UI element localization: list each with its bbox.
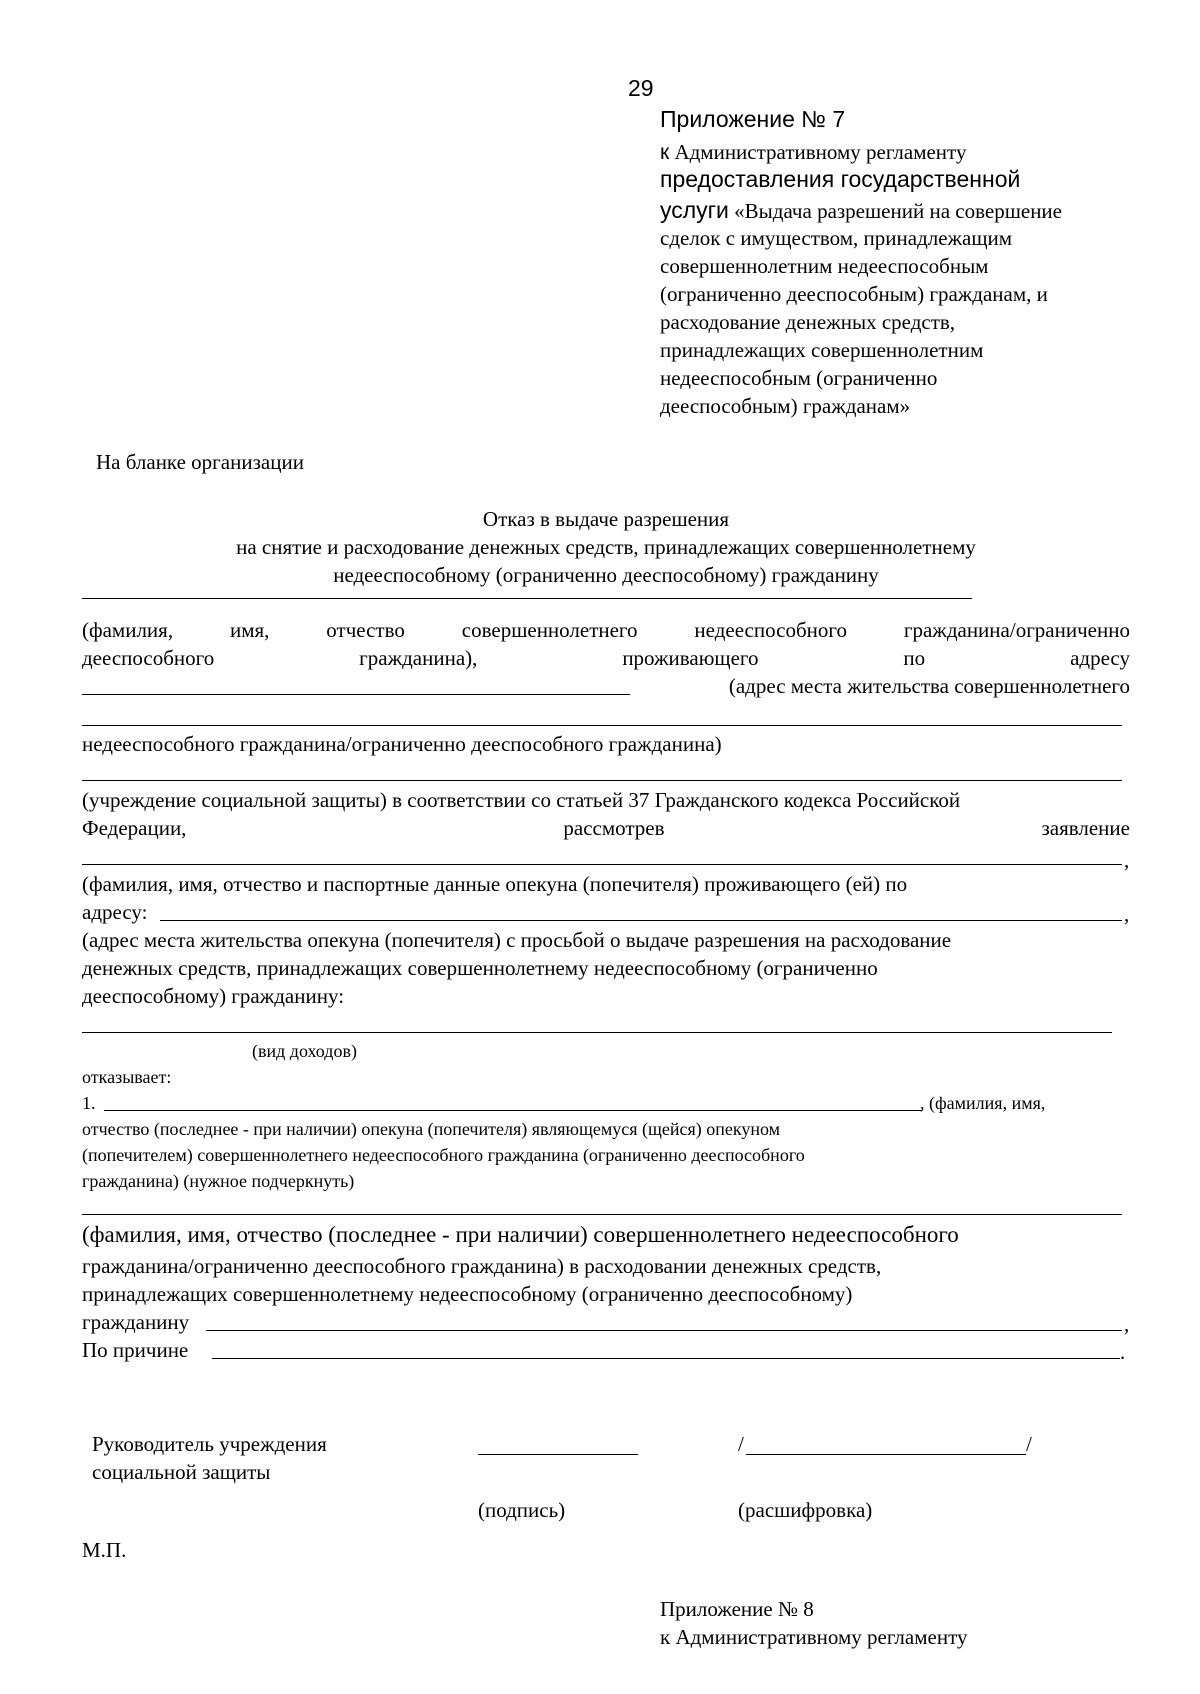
para6-line4: гражданину bbox=[82, 1310, 190, 1334]
comma: , bbox=[1124, 848, 1130, 872]
para5-line2: (попечителем) совершеннолетнего недееспособного гражданина (ограниченно дееспособного bbox=[82, 1145, 805, 1165]
comma: , bbox=[1124, 1312, 1130, 1336]
appendix-7-line3 bbox=[660, 196, 1062, 225]
decode-label: (расшифровка) bbox=[738, 1498, 873, 1522]
para3-line2: адресу: bbox=[82, 900, 148, 924]
appendix-7-body-line: недееспособным (ограниченно bbox=[660, 366, 938, 390]
slash-left: / bbox=[738, 1432, 744, 1456]
para1-line4: недееспособного гражданина/ограниченно дееспособного гражданина) bbox=[82, 732, 722, 756]
appendix-8-line1: к Административному регламенту bbox=[660, 1625, 968, 1649]
appendix-8-title: Приложение № 8 bbox=[660, 1597, 814, 1621]
word: (фамилия, bbox=[82, 618, 174, 642]
word: гражданина/ограниченно bbox=[903, 618, 1130, 642]
para5-line1: отчество (последнее - при наличии) опекуна (попечителя) являющемуся (щейся) опекуном bbox=[82, 1119, 781, 1139]
blank-line-application bbox=[82, 864, 1122, 865]
para5-line3: гражданина) (нужное подчеркнуть) bbox=[82, 1171, 355, 1191]
para6-line3: принадлежащих совершеннолетнему недееспособному (ограниченно дееспособному) bbox=[82, 1282, 853, 1306]
blank-line-address-2 bbox=[82, 725, 1122, 726]
word: отчество bbox=[326, 618, 405, 642]
appendix-7-line3-prefix: услуги bbox=[660, 197, 729, 223]
blank-line-item1 bbox=[104, 1110, 922, 1111]
signature-label: (подпись) bbox=[478, 1498, 566, 1522]
refuses-label: отказывает: bbox=[82, 1067, 172, 1087]
head-title-line2: социальной защиты bbox=[92, 1460, 271, 1484]
decode-line bbox=[746, 1454, 1026, 1455]
appendix-7-body-line: расходование денежных средств, bbox=[660, 310, 956, 334]
blank-line-address bbox=[82, 694, 630, 695]
appendix-7-body-line: дееспособным) гражданам» bbox=[660, 394, 911, 418]
word: заявление bbox=[1041, 816, 1130, 840]
para6-line2: гражданина/ограниченно дееспособного гражданина) в расходовании денежных средств, bbox=[82, 1254, 882, 1278]
para1-line1 bbox=[82, 616, 1130, 644]
appendix-7-line2: предоставления государственной bbox=[660, 166, 1021, 192]
item1-tail: , (фамилия, имя, bbox=[920, 1093, 1046, 1113]
reason-label: По причине bbox=[82, 1338, 189, 1362]
para4-line3: дееспособному) гражданину: bbox=[82, 984, 345, 1008]
comma: , bbox=[1124, 902, 1130, 926]
appendix-7-line1-rest: Административному регламенту bbox=[669, 140, 967, 164]
appendix-7-title: Приложение № 7 bbox=[660, 106, 846, 132]
document-title bbox=[82, 505, 1130, 589]
word: совершеннолетнего bbox=[461, 618, 638, 642]
appendix-7-line1 bbox=[660, 138, 966, 167]
blank-line-ward-name bbox=[82, 1214, 1122, 1215]
document-title-line3: недееспособному (ограниченно дееспособному) гражданину bbox=[333, 563, 879, 587]
word: имя, bbox=[229, 618, 270, 642]
para2-line2 bbox=[82, 814, 1130, 842]
blank-line-guardian-address bbox=[160, 920, 1122, 921]
page-number: 29 bbox=[628, 75, 654, 101]
word: адресу bbox=[1070, 646, 1130, 670]
blank-line-institution bbox=[82, 780, 1122, 781]
appendix-7-line1-prefix: к bbox=[660, 141, 670, 164]
para1-line3: (адрес места жительства совершеннолетнего bbox=[728, 674, 1130, 698]
para3-line1: (фамилия, имя, отчество и паспортные данные опекуна (попечителя) проживающего (ей) по bbox=[82, 872, 908, 896]
word: гражданина), bbox=[359, 646, 478, 670]
document-title-line2: на снятие и расходование денежных средств, принадлежащих совершеннолетнему bbox=[236, 535, 976, 559]
word: недееспособного bbox=[694, 618, 847, 642]
para2-line1: (учреждение социальной защиты) в соответствии со статьей 37 Гражданского кодекса Российской bbox=[82, 788, 961, 812]
income-type-label: (вид доходов) bbox=[252, 1041, 357, 1061]
blank-line-reason bbox=[212, 1358, 1120, 1359]
appendix-7-body-line: совершеннолетним недееспособным bbox=[660, 254, 989, 278]
period: . bbox=[1120, 1340, 1126, 1364]
para4-line1: (адрес места жительства опекуна (попечителя) с просьбой о выдаче разрешения на расходование bbox=[82, 928, 952, 952]
slash-right: / bbox=[1026, 1432, 1032, 1456]
para6-line1: (фамилия, имя, отчество (последнее - при наличии) совершеннолетнего недееспособного bbox=[82, 1222, 959, 1247]
para4-line2: денежных средств, принадлежащих совершеннолетнему недееспособному (ограниченно bbox=[82, 956, 878, 980]
word: по bbox=[903, 646, 926, 670]
appendix-7-body bbox=[660, 224, 1048, 420]
appendix-7-body-line: принадлежащих совершеннолетним bbox=[660, 338, 984, 362]
org-blank-label: На бланке организации bbox=[96, 450, 304, 474]
para1-line2 bbox=[82, 644, 1130, 672]
appendix-7-body-line: (ограниченно дееспособным) гражданам, и bbox=[660, 282, 1048, 306]
document-title-line1: Отказ в выдаче разрешения bbox=[482, 507, 730, 531]
blank-line-ward bbox=[206, 1330, 1122, 1331]
appendix-7-line3-rest: «Выдача разрешений на совершение bbox=[728, 199, 1062, 223]
word: Федерации, bbox=[82, 816, 187, 840]
stamp-label: М.П. bbox=[82, 1538, 127, 1562]
blank-line-income bbox=[82, 1032, 1112, 1033]
blank-line-guardian-name bbox=[82, 598, 972, 599]
signature-line bbox=[478, 1454, 638, 1455]
word: проживающего bbox=[622, 646, 759, 670]
appendix-7-body-line: сделок с имуществом, принадлежащим bbox=[660, 226, 1013, 250]
item1-number: 1. bbox=[82, 1093, 96, 1113]
word: дееспособного bbox=[82, 646, 215, 670]
head-title-line1: Руководитель учреждения bbox=[92, 1432, 327, 1456]
word: рассмотрев bbox=[563, 816, 665, 840]
